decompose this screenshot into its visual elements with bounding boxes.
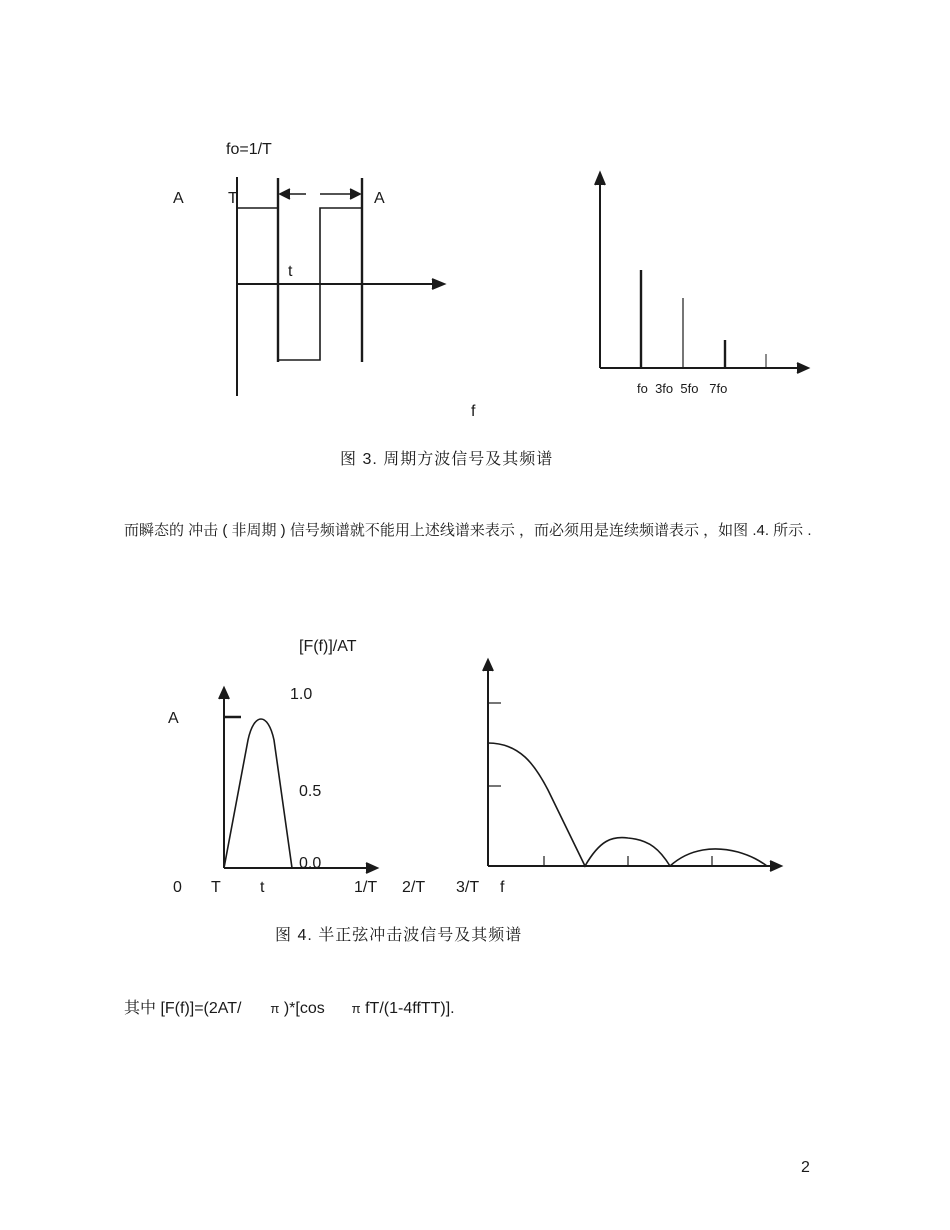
figure-3-frequency-axis-label: f: [471, 403, 476, 420]
figure-3-frequency-label: fo=1/T: [226, 141, 272, 158]
page-number: 2: [801, 1159, 810, 1176]
formula-prefix: 其中 [F(f)]=(2AT/: [124, 1000, 242, 1017]
formula-pi-1: π: [270, 1001, 280, 1016]
formula-pi-2: π: [351, 1001, 361, 1016]
continuous-spectrum-y-axis-arrow: [483, 660, 493, 671]
pulse-x-axis-arrow: [366, 863, 377, 873]
figure-4-tick-1-0: 1.0: [290, 686, 313, 703]
figure-3-caption: 图 3. 周期方波信号及其频谱: [340, 451, 554, 468]
figure-3-spectrum-tick-labels: fo 3fo 5fo 7fo: [637, 381, 728, 396]
figure-4-x-label-f: f: [500, 879, 505, 896]
figure-4-x-label-2-over-T: 2/T: [402, 879, 426, 896]
pulse-y-axis-arrow: [219, 688, 229, 699]
figure-4-x-label-t: t: [260, 879, 265, 896]
figure-4-x-label-1-over-T: 1/T: [354, 879, 378, 896]
figure-4-caption: 图 4. 半正弦冲击波信号及其频谱: [275, 927, 523, 944]
figure-4-y-title: [F(f)]/AT: [299, 638, 357, 655]
body-paragraph: 而瞬态的 冲击 ( 非周期 ) 信号频谱就不能用上述线谱来表示 ，而必须用是连续频谱表示 ，如图 .4. 所示 .: [124, 522, 812, 539]
figure-3-time-label: t: [288, 263, 293, 280]
continuous-spectrum-x-axis-arrow: [770, 861, 781, 871]
continuous-spectrum-curve: [488, 743, 767, 866]
figure-3-amplitude-label-left: A: [173, 190, 184, 207]
formula-line: [124, 1001, 455, 1017]
figure-3-amplitude-label-right: A: [374, 190, 385, 207]
figure-4-tick-0-0: 0.0: [299, 855, 322, 872]
half-sine-pulse-curve: [224, 719, 292, 868]
formula-suffix: fT/(1-4ffTT)].: [365, 1000, 455, 1017]
figure-4-x-label-zero: 0: [173, 879, 182, 896]
figure-4-amplitude-label: A: [168, 710, 179, 727]
figure-4-tick-0-5: 0.5: [299, 783, 322, 800]
figure-4-x-label-T: T: [211, 879, 221, 896]
figure-4-x-label-3-over-T: 3/T: [456, 879, 480, 896]
formula-middle: )*[cos: [283, 1000, 325, 1017]
figure-3-period-label: T: [228, 190, 238, 207]
